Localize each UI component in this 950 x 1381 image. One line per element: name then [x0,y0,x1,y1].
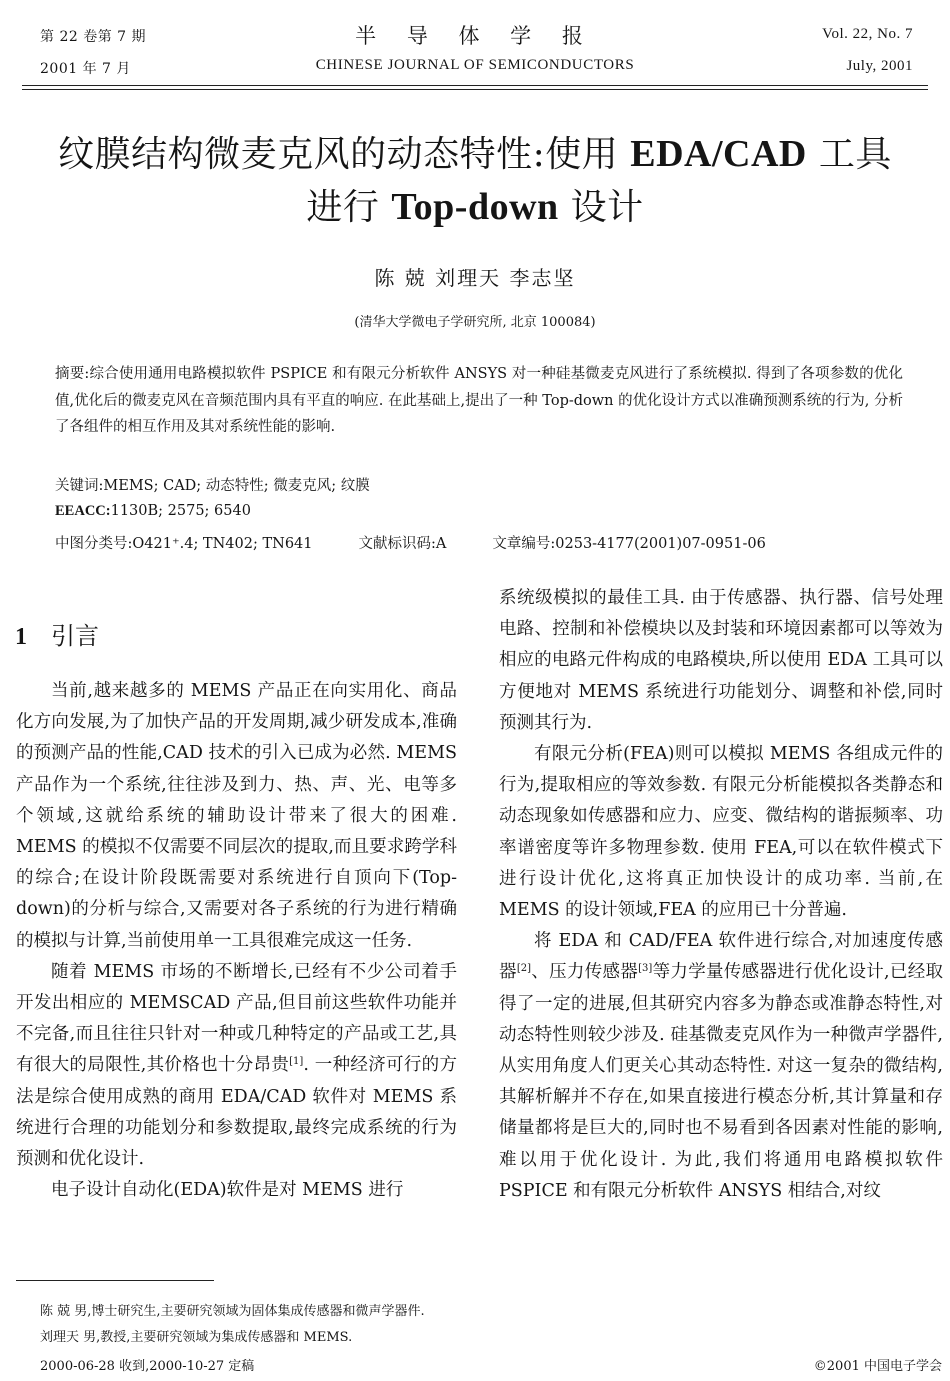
date-en: July, 2001 [846,58,913,74]
date-cn: 2001 年 7 月 [40,61,131,77]
abstract [55,361,903,441]
journal-cn: 半 导 体 学 报 [355,24,595,48]
abstract-text: 综合使用通用电路模拟软件 PSPICE 和有限元分析软件 ANSYS 对一种硅基微麦克风进行了系统模拟. 得到了各项参数的优化值,优化后的微麦克风在音频范围内具有平直的响应. 在此基础上,提出了一种 Top-down 的优化设计方式以准确预测系统的行为, 分析了各组件的相互作用及其对系统性能的影响. [55,366,903,435]
eeacc: EEACC:1130B; 2575; 6540 [55,503,251,519]
header-rule-bottom [22,89,928,90]
right-paragraph: 将 EDA 和 CAD/FEA 软件进行综合,对加速度传感器[2]、压力传感器[3]等力学量传感器进行优化设计,已经取得了一定的进展,但其研究内容多为静态或准静态特性,对动态特性则较少涉及. 硅基微麦克风作为一种微声学器件,从实用角度人们更关心其动态特性. 对这一复杂的微结构,其解析解并不存在,如果直接进行模态分析,其计算量和存储量都将是巨大的,同时也不易看到各因素对性能的影响,难以用于优化设计. 为此,我们将通用电路模拟软件 PSPICE 和有限元分析软件 ANSYS 相结合,对纹 [499,931,944,1201]
left-paragraph: 随着 MEMS 市场的不断增长,已经有不少公司着手开发出相应的 MEMSCAD 产品,但目前这些软件功能并不完备,而且往往只针对一种或几种特定的产品或工艺,具有很大的局限性,其价格也十分昂贵[1]. 一种经济可行的方法是综合使用成熟的商用 EDA/CAD 软件对 MEMS 系统进行合理的功能划分和参数提取,最终完成系统的行为预测和优化设计. [16,961,457,1170]
received-dates: 2000-06-28 收到,2000-10-27 定稿 [40,1359,255,1374]
left-column [16,676,457,1206]
paper-title-line2: 进行 Top-down 设计 [306,186,644,228]
copyright: ©2001 中国电子学会 [813,1359,942,1374]
classification-codes: 中图分类号:O421⁺.4; TN402; TN641 文献标识码:A 文章编号:0253-4177(2001)07-0951-06 [55,536,766,552]
abstract-label: 摘要: [55,366,90,382]
journal-en: CHINESE JOURNAL OF SEMICONDUCTORS [315,57,635,73]
footnote-rule [16,1280,214,1281]
footnote-author1: 陈 兢 男,博士研究生,主要研究领域为固体集成传感器和微声学器件. [40,1304,425,1319]
affiliation: (清华大学微电子学研究所, 北京 100084) [354,315,596,330]
left-paragraph: 电子设计自动化(EDA)软件是对 MEMS 进行 [51,1180,404,1201]
left-paragraph: 当前,越来越多的 MEMS 产品正在向实用化、商品化方向发展,为了加快产品的开发周期,减少研发成本,准确的预测产品的性能,CAD 技术的引入已成为必然. MEMS 产品作为一个系统,往往涉及到力、热、声、光、电等多个领域,这就给系统的辅助设计带来了很大的困难. MEMS 的模拟不仅需要不同层次的提取,而且要求跨学科的综合;在设计阶段既需要对系统进行自顶向下(Top-down)的分析与综合,又需要对各子系统的行为进行精确的模拟与计算,当前使用单一工具很难完成这一任务. [16,681,457,951]
section-heading: 1 引言 [15,622,99,650]
header-rule-top [22,85,928,86]
volume-en: Vol. 22, No. 7 [822,26,913,42]
right-column [499,583,943,1207]
footnote-author2: 刘理天 男,教授,主要研究领域为集成传感器和 MEMS. [40,1330,353,1345]
right-paragraph: 系统级模拟的最佳工具. 由于传感器、执行器、信号处理电路、控制和补偿模块以及封装和环境因素都可以等效为相应的电路元件构成的电路模块,所以使用 EDA 工具可以方便地对 MEMS 系统进行功能划分、调整和补偿,同时预测其行为. [499,588,943,733]
authors: 陈 兢 刘理天 李志坚 [374,266,576,290]
volume-cn: 第 22 卷第 7 期 [40,29,147,45]
paper-title-line1: 纹膜结构微麦克风的动态特性:使用 EDA/CAD 工具 [58,133,892,175]
keywords: 关键词:MEMS; CAD; 动态特性; 微麦克风; 纹膜 [55,478,370,494]
right-paragraph: 有限元分析(FEA)则可以模拟 MEMS 各组成元件的行为,提取相应的等效参数. 有限元分析能模拟各类静态和动态现象如传感器和应力、应变、微结构的谐振频率、功率谱密度等许多物理参数. 使用 FEA,可以在软件模式下进行设计优化,这将真正加快设计的成功率. 当前,在 MEMS 的设计领域,FEA 的应用已十分普遍. [499,744,943,921]
